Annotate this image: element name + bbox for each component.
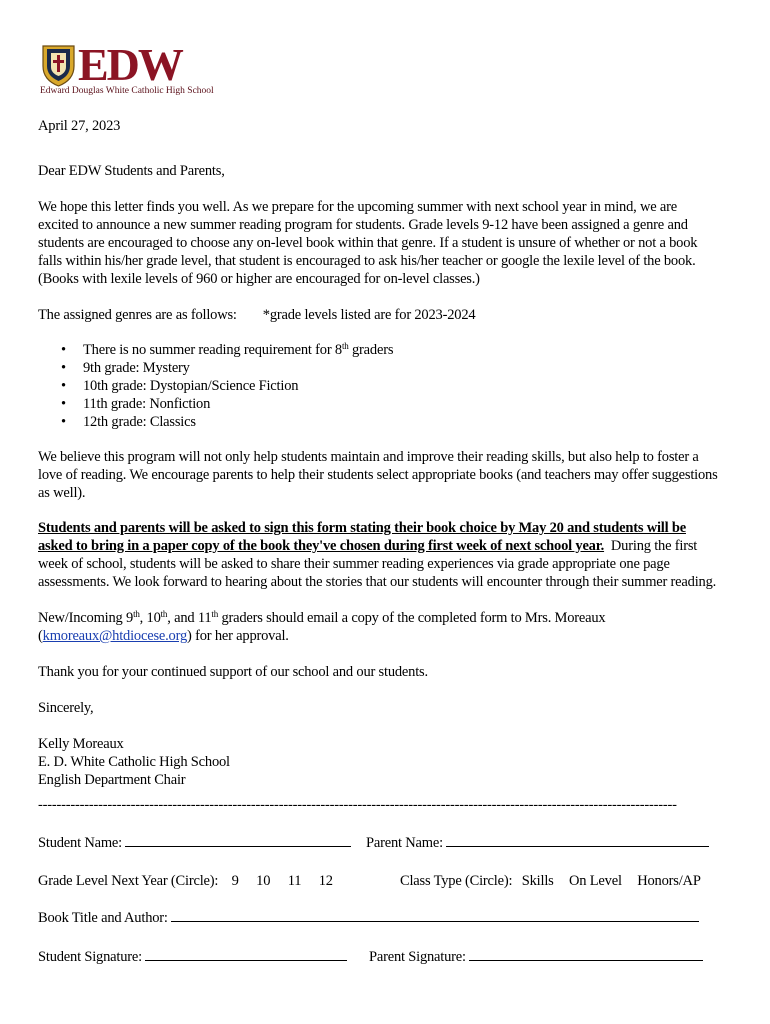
bold-instruction: asked to bring in a paper copy of the book they've chosen during first week of next school year. — [38, 538, 605, 554]
student-name-label: Student Name: — [38, 835, 122, 851]
salutation: Dear EDW Students and Parents, — [38, 163, 225, 179]
grade-option-11[interactable]: 11 — [287, 873, 302, 889]
signer-title: English Department Chair — [38, 772, 186, 788]
letter-date: April 27, 2023 — [38, 118, 121, 134]
incoming-paragraph: New/Incoming 9th, 10th, and 11th graders should email a copy of the completed form to Mrs. Moreaux (kmoreaux@htdiocese.org) for her approval. — [38, 609, 606, 644]
instruction-line: week of school, students will be asked to share their summer reading experiences via grade appropriate one page — [38, 556, 670, 572]
list-item: • 12th grade: Classics — [38, 413, 393, 431]
email-link[interactable]: kmoreaux@htdiocese.org — [42, 628, 188, 644]
intro-line: students are encouraged to choose any on-level book within that genre. If a student is unsure of whether or not a book — [38, 235, 698, 251]
bold-instruction: Students and parents will be asked to sign this form stating their book choice by May 20 and students will be — [38, 520, 686, 536]
thanks-text: Thank you for your continued support of our school and our students. — [38, 664, 428, 680]
parent-name-label: Parent Name: — [366, 835, 443, 851]
grade-option-9[interactable]: 9 — [231, 873, 239, 889]
school-name: Edward Douglas White Catholic High School — [40, 86, 214, 96]
class-type-label: Class Type (Circle): — [400, 873, 513, 889]
grade-option-10[interactable]: 10 — [256, 873, 271, 889]
benefit-line: We believe this program will not only help students maintain and improve their reading skills, but also help to foster a — [38, 449, 699, 465]
class-option-honors[interactable]: Honors/AP — [637, 873, 701, 889]
list-item: • 9th grade: Mystery — [38, 359, 393, 377]
parent-signature-row — [369, 948, 703, 966]
intro-line: excited to announce a new summer reading program for students. Grade levels 9-12 have been assigned a genre and — [38, 217, 688, 233]
genres-heading — [38, 306, 738, 324]
instructions-paragraph — [38, 519, 738, 591]
student-name-field[interactable] — [125, 834, 351, 847]
genres-note: *grade levels listed are for 2023-2024 — [262, 307, 476, 323]
student-signature-row — [38, 948, 347, 966]
genres-intro: The assigned genres are as follows: — [38, 307, 237, 323]
list-item: • 11th grade: Nonfiction — [38, 395, 393, 413]
crest-icon — [43, 46, 74, 86]
list-item: • 10th grade: Dystopian/Science Fiction — [38, 377, 393, 395]
book-field[interactable] — [171, 909, 699, 922]
benefit-line: love of reading. We encourage parents to help their students select appropriate books (and teachers may offer suggestions — [38, 467, 718, 483]
parent-signature-field[interactable] — [469, 948, 703, 961]
signer-school: E. D. White Catholic High School — [38, 754, 230, 770]
parent-name-field[interactable] — [446, 834, 709, 847]
student-signature-field[interactable] — [145, 948, 347, 961]
grade-label: Grade Level Next Year (Circle): — [38, 873, 219, 889]
closing-text: Sincerely, — [38, 700, 94, 716]
cut-line: ------------------------------------------------------------------------------------------------------------------------------------------ — [38, 797, 677, 813]
benefit-line: as well). — [38, 485, 86, 501]
genre-list — [38, 341, 393, 431]
instruction-line: assessments. We look forward to hearing about the stories that our students will encounter through their summer reading. — [38, 574, 717, 590]
benefit-paragraph — [38, 448, 738, 502]
intro-paragraph — [38, 198, 738, 288]
class-option-on-level[interactable]: On Level — [569, 873, 622, 889]
student-signature-label: Student Signature: — [38, 949, 142, 965]
class-type-row — [400, 872, 701, 890]
class-option-skills[interactable]: Skills — [521, 873, 554, 889]
parent-signature-label: Parent Signature: — [369, 949, 466, 965]
logo-text: EDW — [78, 40, 182, 90]
instruction-text: During the first — [604, 538, 698, 554]
student-name-row — [38, 834, 351, 852]
intro-line: We hope this letter finds you well. As we prepare for the upcoming summer with next school year in mind, we are — [38, 199, 678, 215]
intro-line: (Books with lexile levels of 960 or higher are encouraged for on-level classes.) — [38, 271, 480, 287]
list-item: • There is no summer reading requirement for 8th graders — [38, 341, 393, 359]
book-label: Book Title and Author: — [38, 910, 168, 926]
intro-line: falls within his/her grade level, that student is encouraged to ask his/her teacher or google the lexile level of the book. — [38, 253, 696, 269]
grade-row — [38, 872, 333, 890]
signer-name: Kelly Moreaux — [38, 736, 124, 752]
book-row — [38, 909, 699, 927]
parent-name-row — [366, 834, 709, 852]
signature-block — [38, 735, 738, 789]
grade-option-12[interactable]: 12 — [318, 873, 333, 889]
